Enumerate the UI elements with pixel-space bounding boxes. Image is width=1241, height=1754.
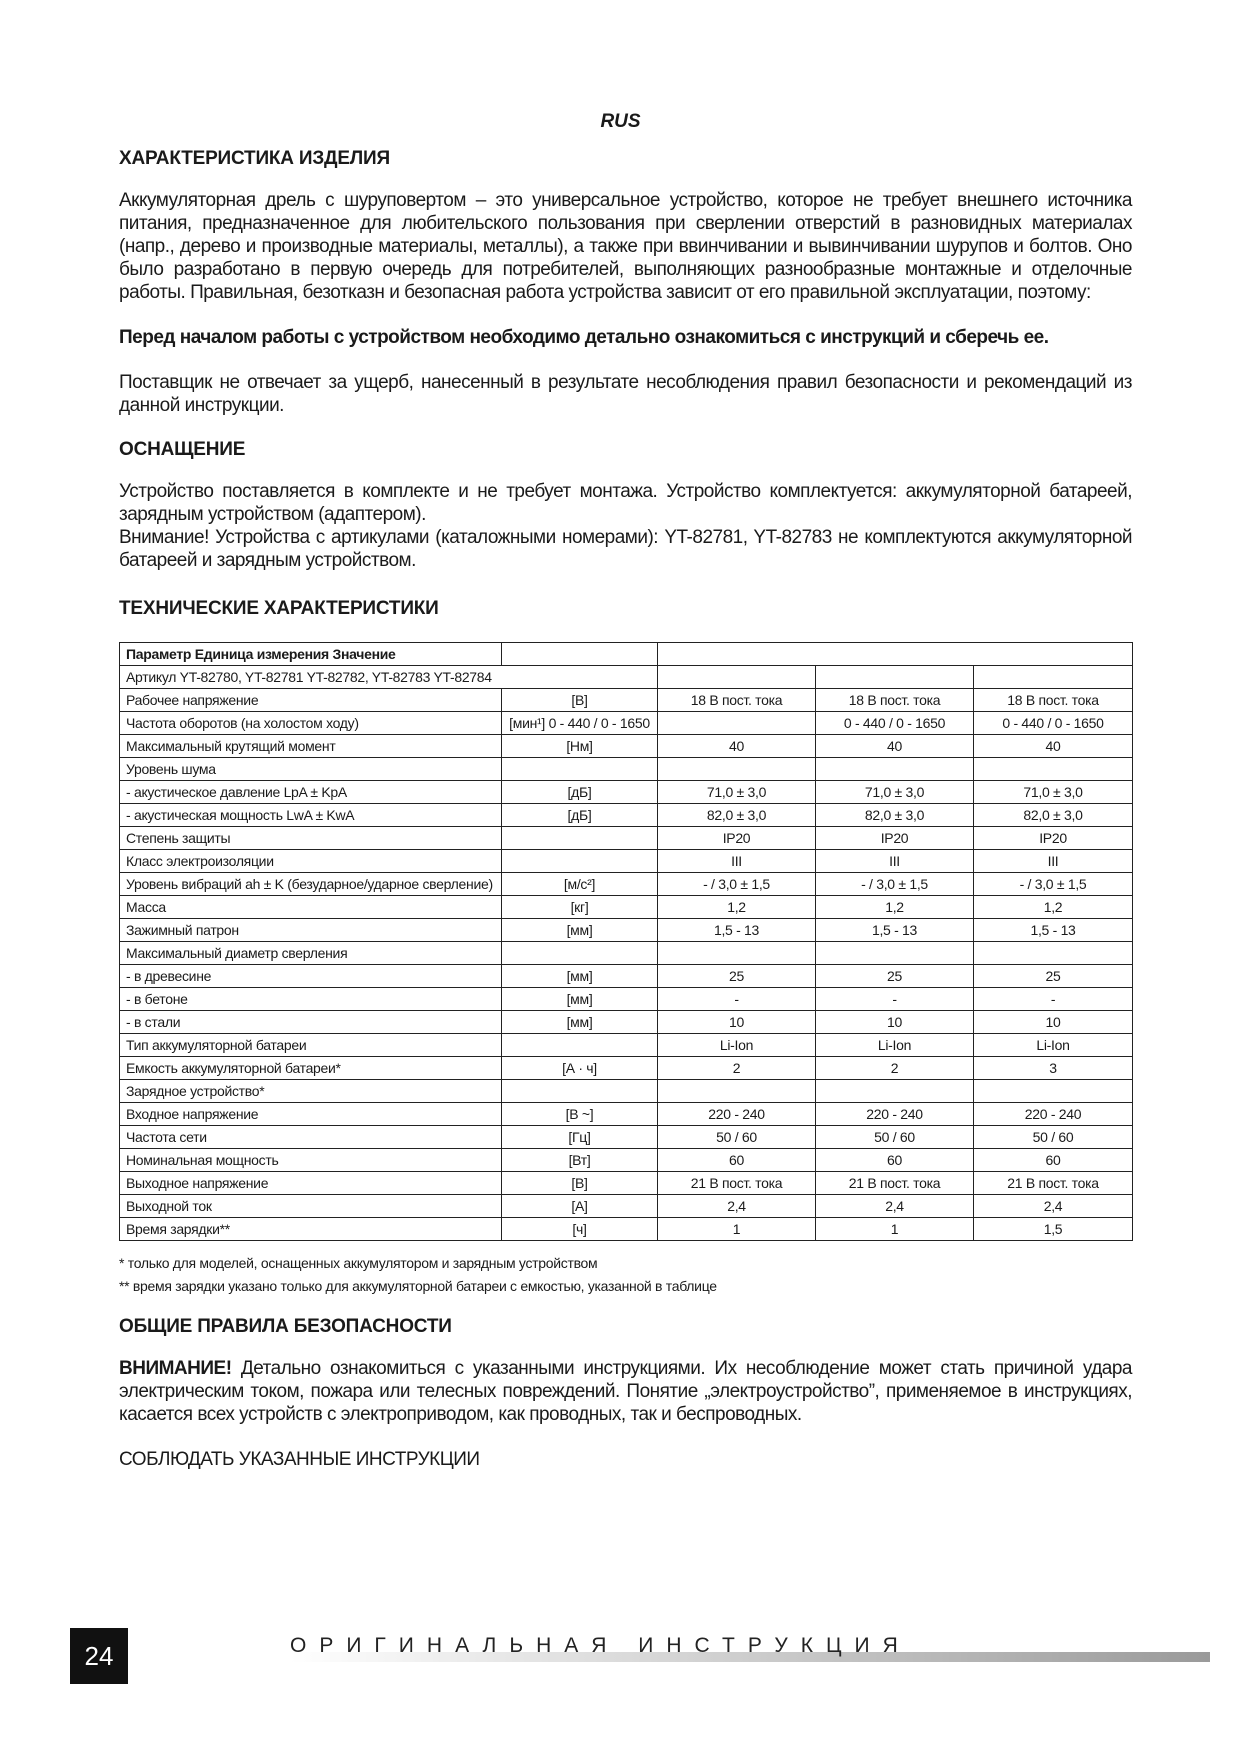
param-cell: Частота оборотов (на холостом ходу) xyxy=(120,712,502,735)
value-cell xyxy=(816,758,974,781)
value-cell: 1,5 - 13 xyxy=(816,919,974,942)
value-cell xyxy=(974,758,1133,781)
param-cell: - акустическая мощность LwA ± KwA xyxy=(120,804,502,827)
unit-cell: [мм] xyxy=(502,1011,658,1034)
unit-cell: [А] xyxy=(502,1195,658,1218)
table-row xyxy=(120,1011,1133,1034)
section-title-tech: ТЕХНИЧЕСКИЕ ХАРАКТЕРИСТИКИ xyxy=(119,598,439,619)
unit-cell: [Гц] xyxy=(502,1126,658,1149)
value-cell xyxy=(658,942,816,965)
table-row xyxy=(120,827,1133,850)
table-row xyxy=(120,712,1133,735)
value-cell: 220 - 240 xyxy=(658,1103,816,1126)
table-article-row xyxy=(120,666,1133,689)
unit-cell: [А · ч] xyxy=(502,1057,658,1080)
unit-cell: [мм] xyxy=(502,988,658,1011)
value-cell: III xyxy=(658,850,816,873)
unit-cell: [ч] xyxy=(502,1218,658,1241)
page-content xyxy=(119,148,1132,1471)
value-cell: 40 xyxy=(816,735,974,758)
value-cell xyxy=(658,758,816,781)
unit-cell: [мм] xyxy=(502,965,658,988)
unit-cell: [В] xyxy=(502,689,658,712)
value-cell: Li-Ion xyxy=(974,1034,1133,1057)
table-row xyxy=(120,1149,1133,1172)
value-cell: 1 xyxy=(816,1218,974,1241)
unit-cell xyxy=(502,942,658,965)
unit-cell: [м/с²] xyxy=(502,873,658,896)
value-cell: Li-Ion xyxy=(816,1034,974,1057)
footnote-2: ** время зарядки указано только для аккумуляторной батареи с емкостью, указанной в таблице xyxy=(119,1278,717,1294)
value-cell: 60 xyxy=(658,1149,816,1172)
param-cell: Зажимный патрон xyxy=(120,919,502,942)
value-cell: 82,0 ± 3,0 xyxy=(658,804,816,827)
table-row xyxy=(120,919,1133,942)
value-cell: 21 В пост. тока xyxy=(816,1172,974,1195)
value-cell: 71,0 ± 3,0 xyxy=(974,781,1133,804)
value-cell: 10 xyxy=(816,1011,974,1034)
unit-cell: [В ~] xyxy=(502,1103,658,1126)
value-cell: 1,5 xyxy=(974,1218,1133,1241)
value-cell: 25 xyxy=(816,965,974,988)
value-cell: 50 / 60 xyxy=(974,1126,1133,1149)
safety-lead: ВНИМАНИЕ! xyxy=(119,1358,232,1379)
value-cell xyxy=(974,942,1133,965)
unit-cell: [кг] xyxy=(502,896,658,919)
param-cell: Класс электроизоляции xyxy=(120,850,502,873)
param-cell: Время зарядки** xyxy=(120,1218,502,1241)
value-cell: 21 В пост. тока xyxy=(658,1172,816,1195)
section-title-safety: ОБЩИЕ ПРАВИЛА БЕЗОПАСНОСТИ xyxy=(119,1316,452,1337)
unit-cell xyxy=(502,1034,658,1057)
value-cell: 25 xyxy=(658,965,816,988)
unit-cell: [дБ] xyxy=(502,804,658,827)
value-cell: 10 xyxy=(974,1011,1133,1034)
footer-title: ОРИГИНАЛЬНАЯ ИНСТРУКЦИЯ xyxy=(290,1634,911,1657)
table-header-row xyxy=(120,643,1133,666)
value-cell: - / 3,0 ± 1,5 xyxy=(658,873,816,896)
value-cell: 3 xyxy=(974,1057,1133,1080)
equipment-description: Устройство поставляется в комплекте и не требует монтажа. Устройство комплектуется: аккумуляторной батареей, зарядным устройством (адаптером). xyxy=(119,481,1132,525)
table-row xyxy=(120,1057,1133,1080)
value-cell: 220 - 240 xyxy=(816,1103,974,1126)
unit-cell: [дБ] xyxy=(502,781,658,804)
param-cell: Масса xyxy=(120,896,502,919)
value-cell: 2,4 xyxy=(658,1195,816,1218)
value-cell: - xyxy=(658,988,816,1011)
value-cell xyxy=(974,1080,1133,1103)
value-cell: 60 xyxy=(974,1149,1133,1172)
table-row xyxy=(120,804,1133,827)
unit-cell xyxy=(502,758,658,781)
language-label: RUS xyxy=(600,111,641,132)
product-warning: Перед началом работы с устройством необходимо детально ознакомиться с инструкций и сберечь ее. xyxy=(119,327,1049,348)
param-cell: Степень защиты xyxy=(120,827,502,850)
table-row xyxy=(120,781,1133,804)
param-cell: Входное напряжение xyxy=(120,1103,502,1126)
unit-cell: [Нм] xyxy=(502,735,658,758)
value-cell: 18 В пост. тока xyxy=(658,689,816,712)
value-cell: 2,4 xyxy=(974,1195,1133,1218)
value-cell xyxy=(816,942,974,965)
param-cell: Уровень вибраций ah ± K (безударное/ударное сверление) xyxy=(120,873,502,896)
param-cell: Зарядное устройство* xyxy=(120,1080,502,1103)
value-cell: III xyxy=(974,850,1133,873)
value-cell: 1,5 - 13 xyxy=(658,919,816,942)
table-row xyxy=(120,1195,1133,1218)
param-cell: Частота сети xyxy=(120,1126,502,1149)
param-cell: Максимальный диаметр сверления xyxy=(120,942,502,965)
table-row xyxy=(120,1034,1133,1057)
value-cell: 0 - 440 / 0 - 1650 xyxy=(816,712,974,735)
safety-body: Детально ознакомиться с указанными инструкциями. Их несоблюдение может стать причиной удара электрическим током, пожара или телесных повреждений. Понятие „электроустройство”, применяемое в инструкциях, касается всех устройств с электроприводом, как проводных, так и беспроводных. xyxy=(119,1358,1132,1425)
equipment-note: Внимание! Устройства с артикулами (каталожными номерами): YT-82781, YT-82783 не комплектуются аккумуляторной батареей и зарядным устройством. xyxy=(119,527,1132,571)
footnote-1: * только для моделей, оснащенных аккумулятором и зарядным устройством xyxy=(119,1255,598,1271)
value-cell: IP20 xyxy=(816,827,974,850)
param-cell: Номинальная мощность xyxy=(120,1149,502,1172)
value-cell: 0 - 440 / 0 - 1650 xyxy=(974,712,1133,735)
value-cell: 2 xyxy=(658,1057,816,1080)
value-cell: 25 xyxy=(974,965,1133,988)
value-cell: 18 В пост. тока xyxy=(816,689,974,712)
value-cell: 1,2 xyxy=(658,896,816,919)
product-description: Аккумуляторная дрель с шуруповертом – это универсальное устройство, которое не требует внешнего источника питания, предназначенное для любительского пользования при сверлении отверстий в разновидных материалах (напр., дерево и производные материалы, металлы), а также при ввинчивании и вывинчивании шурупов и болтов. Оно было разработано в первую очередь для потребителей, выполняющих разнообразные монтажные и отделочные работы. Правильная, безотказн и безопасная работа устройства зависит от его правильной эксплуатации, поэтому: xyxy=(119,190,1132,303)
value-cell: - xyxy=(974,988,1133,1011)
table-article-cell: Артикул YT-82780, YT-82781 YT-82782, YT-82783 YT-82784 xyxy=(120,666,658,689)
table-row xyxy=(120,896,1133,919)
page-number: 24 xyxy=(70,1628,128,1684)
param-cell: Уровень шума xyxy=(120,758,502,781)
value-cell xyxy=(816,1080,974,1103)
table-header-cell: Параметр Единица измерения Значение xyxy=(120,643,502,666)
unit-cell xyxy=(502,827,658,850)
param-cell: - в бетоне xyxy=(120,988,502,1011)
unit-cell: [мм] xyxy=(502,919,658,942)
value-cell: 2 xyxy=(816,1057,974,1080)
table-row xyxy=(120,873,1133,896)
value-cell: 1 xyxy=(658,1218,816,1241)
unit-cell: [мин¹] 0 - 440 / 0 - 1650 xyxy=(502,712,658,735)
safety-text xyxy=(119,1357,1132,1426)
table-row xyxy=(120,1126,1133,1149)
value-cell xyxy=(658,712,816,735)
unit-cell xyxy=(502,850,658,873)
value-cell: 18 В пост. тока xyxy=(974,689,1133,712)
spec-table xyxy=(119,642,1133,1241)
param-cell: - акустическое давление LpA ± KpA xyxy=(120,781,502,804)
value-cell: III xyxy=(816,850,974,873)
table-row xyxy=(120,942,1133,965)
param-cell: Выходное напряжение xyxy=(120,1172,502,1195)
follow-instructions: СОБЛЮДАТЬ УКАЗАННЫЕ ИНСТРУКЦИИ xyxy=(119,1449,480,1470)
value-cell: 40 xyxy=(974,735,1133,758)
table-row xyxy=(120,850,1133,873)
table-row xyxy=(120,1080,1133,1103)
value-cell: 82,0 ± 3,0 xyxy=(816,804,974,827)
param-cell: - в стали xyxy=(120,1011,502,1034)
value-cell: 1,2 xyxy=(974,896,1133,919)
table-row xyxy=(120,735,1133,758)
value-cell: IP20 xyxy=(658,827,816,850)
param-cell: Рабочее напряжение xyxy=(120,689,502,712)
param-cell: Максимальный крутящий момент xyxy=(120,735,502,758)
value-cell: - xyxy=(816,988,974,1011)
supplier-liability: Поставщик не отвечает за ущерб, нанесенный в результате несоблюдения правил безопасности и рекомендаций из данной инструкции. xyxy=(119,372,1132,416)
value-cell: 82,0 ± 3,0 xyxy=(974,804,1133,827)
value-cell: 220 - 240 xyxy=(974,1103,1133,1126)
param-cell: - в древесине xyxy=(120,965,502,988)
section-title-equipment: ОСНАЩЕНИЕ xyxy=(119,439,246,460)
value-cell: 21 В пост. тока xyxy=(974,1172,1133,1195)
table-row xyxy=(120,965,1133,988)
table-row xyxy=(120,758,1133,781)
value-cell: 40 xyxy=(658,735,816,758)
unit-cell xyxy=(502,1080,658,1103)
value-cell: 71,0 ± 3,0 xyxy=(816,781,974,804)
value-cell: 10 xyxy=(658,1011,816,1034)
value-cell: 2,4 xyxy=(816,1195,974,1218)
table-row xyxy=(120,1218,1133,1241)
unit-cell: [В] xyxy=(502,1172,658,1195)
value-cell: Li-Ion xyxy=(658,1034,816,1057)
param-cell: Выходной ток xyxy=(120,1195,502,1218)
unit-cell: [Вт] xyxy=(502,1149,658,1172)
table-row xyxy=(120,1172,1133,1195)
value-cell: 1,5 - 13 xyxy=(974,919,1133,942)
value-cell: 1,2 xyxy=(816,896,974,919)
param-cell: Емкость аккумуляторной батареи* xyxy=(120,1057,502,1080)
table-row xyxy=(120,988,1133,1011)
param-cell: Тип аккумуляторной батареи xyxy=(120,1034,502,1057)
value-cell: 50 / 60 xyxy=(816,1126,974,1149)
value-cell: 71,0 ± 3,0 xyxy=(658,781,816,804)
value-cell xyxy=(658,1080,816,1103)
section-title-product: ХАРАКТЕРИСТИКА ИЗДЕЛИЯ xyxy=(119,148,390,169)
table-row xyxy=(120,1103,1133,1126)
value-cell: IP20 xyxy=(974,827,1133,850)
value-cell: - / 3,0 ± 1,5 xyxy=(974,873,1133,896)
value-cell: 60 xyxy=(816,1149,974,1172)
table-row xyxy=(120,689,1133,712)
value-cell: - / 3,0 ± 1,5 xyxy=(816,873,974,896)
value-cell: 50 / 60 xyxy=(658,1126,816,1149)
